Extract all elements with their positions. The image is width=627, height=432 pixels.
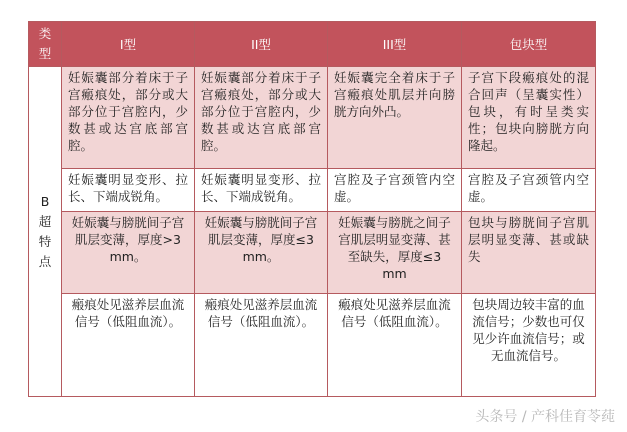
header-mass-type: 包块型 [462, 22, 596, 67]
header-type-2: II型 [195, 22, 328, 67]
watermark: 头条号 / 产科佳育苓莼 [475, 409, 615, 425]
table-cell: 包块周边较丰富的血流信号；少数也可仅见少许血流信号；或无血流信号。 [462, 294, 596, 397]
corner-header: 类型 [29, 22, 62, 67]
table-cell: 瘢痕处见滋养层血流信号（低阻血流）。 [62, 294, 195, 397]
table-cell: 瘢痕处见滋养层血流信号（低阻血流）。 [195, 294, 328, 397]
table-cell: 宫腔及子宫颈管内空虚。 [462, 169, 596, 212]
table-cell: 妊娠囊部分着床于子宫瘢痕处，部分或大部分位于宫腔内，少数甚或达宫底部宫腔。 [195, 67, 328, 169]
table-cell: 包块与膀胱间子宫肌层明显变薄、甚或缺失 [462, 212, 596, 294]
table-cell: 妊娠囊明显变形、拉长、下端成锐角。 [195, 169, 328, 212]
table-cell: 宫腔及子宫颈管内空虚。 [328, 169, 462, 212]
table-row [29, 67, 596, 169]
table-cell: 子宫下段瘢痕处的混合回声（呈囊实性）包块，有时呈类实性；包块向膀胱方向隆起。 [462, 67, 596, 169]
side-label-cell [29, 67, 62, 397]
table-cell: 妊娠囊部分着床于子宫瘢痕处，部分或大部分位于宫腔内，少数甚或达宫底部宫腔。 [62, 67, 195, 169]
header-type-1: I型 [62, 22, 195, 67]
table-cell: 妊娠囊明显变形、拉长、下端成锐角。 [62, 169, 195, 212]
header-row [29, 22, 596, 67]
table-row [29, 212, 596, 294]
side-label: B超特点 [38, 193, 52, 269]
table-cell: 妊娠囊与膀胱之间子宫肌层明显变薄、甚至缺失，厚度≤3 mm [328, 212, 462, 294]
comparison-table [28, 21, 596, 397]
table-cell: 妊娠囊完全着床于子宫瘢痕处肌层并向膀胱方向外凸。 [328, 67, 462, 169]
header-type-3: III型 [328, 22, 462, 67]
table-cell: 瘢痕处见滋养层血流信号（低阻血流）。 [328, 294, 462, 397]
table-row [29, 169, 596, 212]
table-cell: 妊娠囊与膀胱间子宫肌层变薄，厚度>3 mm。 [62, 212, 195, 294]
table-cell: 妊娠囊与膀胱间子宫肌层变薄，厚度≤3 mm。 [195, 212, 328, 294]
table-row [29, 294, 596, 397]
